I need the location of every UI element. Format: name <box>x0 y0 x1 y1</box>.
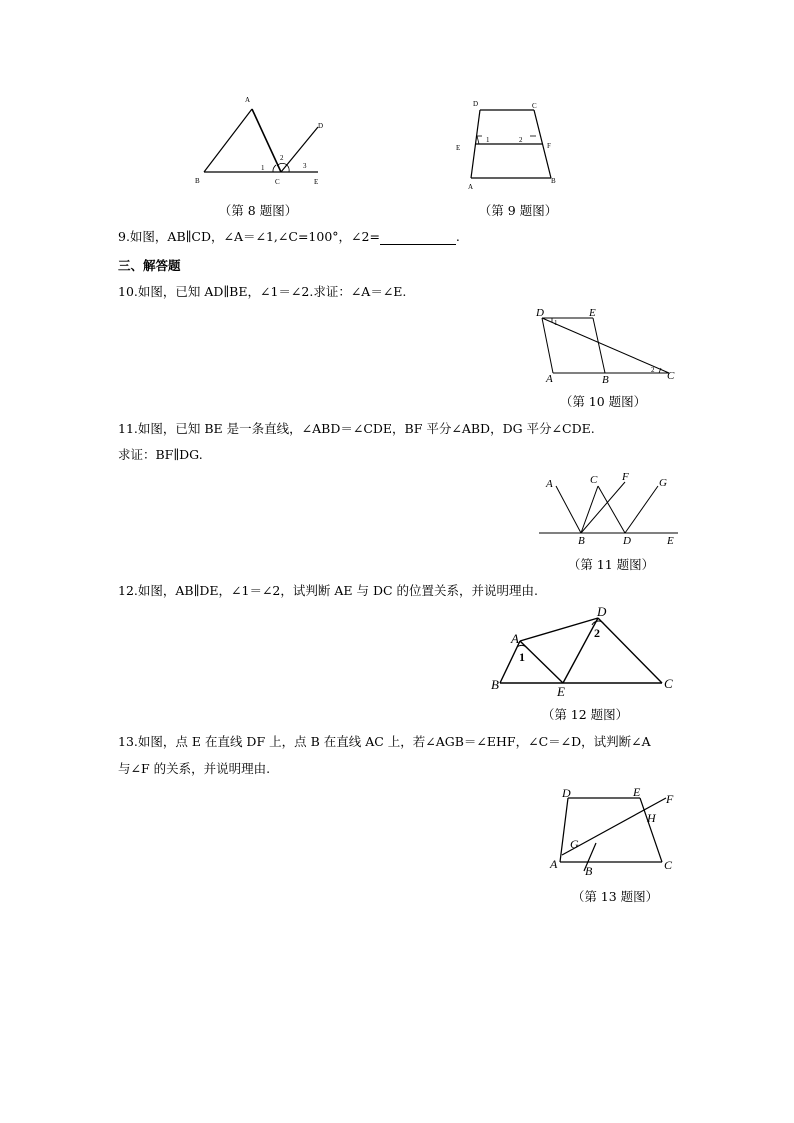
fig10-caption: （第 10 题图） <box>559 394 647 409</box>
fig10-angle-2: 2 <box>651 366 655 374</box>
fig9-label-A: A <box>468 183 474 191</box>
fig12-label-D: D <box>597 604 607 619</box>
fig9-label-C: C <box>532 102 537 110</box>
fig12-label-E: E <box>557 684 565 697</box>
question-9 <box>118 229 460 245</box>
figure-12 <box>486 603 682 697</box>
fig12-angle-2: 2 <box>594 626 600 640</box>
fig9-angle-2: 2 <box>519 136 523 144</box>
figure-9 <box>450 96 570 192</box>
fig8-label-D: D <box>318 122 324 130</box>
fig13-label-H: H <box>647 811 656 825</box>
fig12-label-B: B <box>491 677 499 692</box>
fig11-label-B: B <box>578 535 585 547</box>
fig8-label-A: A <box>245 96 251 104</box>
fig10-label-D: D <box>536 307 544 319</box>
fig9-caption: （第 9 题图） <box>478 203 558 218</box>
fig9-label-E: E <box>456 144 461 152</box>
fig8-angle-1: 1 <box>261 164 265 172</box>
fig12-label-C: C <box>664 676 673 691</box>
fig8-label-C: C <box>275 178 280 186</box>
figure-10 <box>533 305 681 385</box>
question-13-line2: 与∠F 的关系，并说明理由. <box>118 761 271 776</box>
fig8-caption: （第 8 题图） <box>218 203 298 218</box>
fig9-label-D: D <box>473 100 479 108</box>
fig12-angle-1: 1 <box>519 650 525 664</box>
question-12-text: 12.如图，AB∥DE，∠1＝∠2，试判断 AE 与 DC 的位置关系，并说明理由. <box>118 583 538 598</box>
fig12-label-A: A <box>511 631 519 646</box>
fig8-angle-2: 2 <box>280 154 284 162</box>
fig13-label-A: A <box>550 857 558 871</box>
fig13-label-G: G <box>570 837 579 851</box>
fig13-label-E: E <box>633 785 641 799</box>
fig10-label-B: B <box>602 374 609 385</box>
fig11-label-A: A <box>546 478 553 490</box>
fig8-label-E: E <box>314 178 319 186</box>
answer-blank[interactable] <box>380 232 456 245</box>
fig13-label-B: B <box>585 864 593 878</box>
fig13-label-F: F <box>666 792 674 806</box>
question-11-line2: 求证：BF∥DG. <box>118 447 203 462</box>
fig11-label-F: F <box>622 471 629 483</box>
fig9-label-B: B <box>551 177 556 185</box>
fig11-label-E: E <box>667 535 674 547</box>
fig10-label-C: C <box>667 370 675 382</box>
fig11-label-C: C <box>590 474 598 486</box>
fig8-label-B: B <box>195 177 200 185</box>
section-heading: 三、解答题 <box>118 258 181 273</box>
figure-13 <box>548 783 686 879</box>
fig10-angle-1: 1 <box>554 319 558 327</box>
fig13-caption: （第 13 题图） <box>571 889 659 904</box>
question-13-line1: 13.如图，点 E 在直线 DF 上，点 B 在直线 AC 上，若∠AGB＝∠EHF，∠C＝∠D，试判断∠A <box>118 734 651 749</box>
question-9-text: 9.如图，AB∥CD，∠A＝∠1,∠C=100°，∠2= <box>118 229 380 244</box>
figure-11 <box>536 466 682 548</box>
fig8-angle-3: 3 <box>303 162 307 170</box>
fig11-caption: （第 11 题图） <box>567 557 655 572</box>
fig10-label-E: E <box>589 307 596 319</box>
fig11-label-D: D <box>623 535 631 547</box>
fig13-label-D: D <box>562 786 571 800</box>
question-11-line1: 11.如图，已知 BE 是一条直线，∠ABD＝∠CDE，BF 平分∠ABD，DG 平分∠CDE. <box>118 421 595 436</box>
figure-8 <box>190 92 340 190</box>
question-10-text: 10.如图，已知 AD∥BE，∠1＝∠2.求证：∠A＝∠E. <box>118 284 407 299</box>
fig10-label-A: A <box>546 373 553 385</box>
fig12-caption: （第 12 题图） <box>541 707 629 722</box>
fig13-label-C: C <box>664 858 673 872</box>
fig11-label-G: G <box>659 477 667 489</box>
question-9-tail: . <box>455 229 460 244</box>
fig9-angle-1: 1 <box>486 136 490 144</box>
fig9-label-F: F <box>547 142 551 150</box>
